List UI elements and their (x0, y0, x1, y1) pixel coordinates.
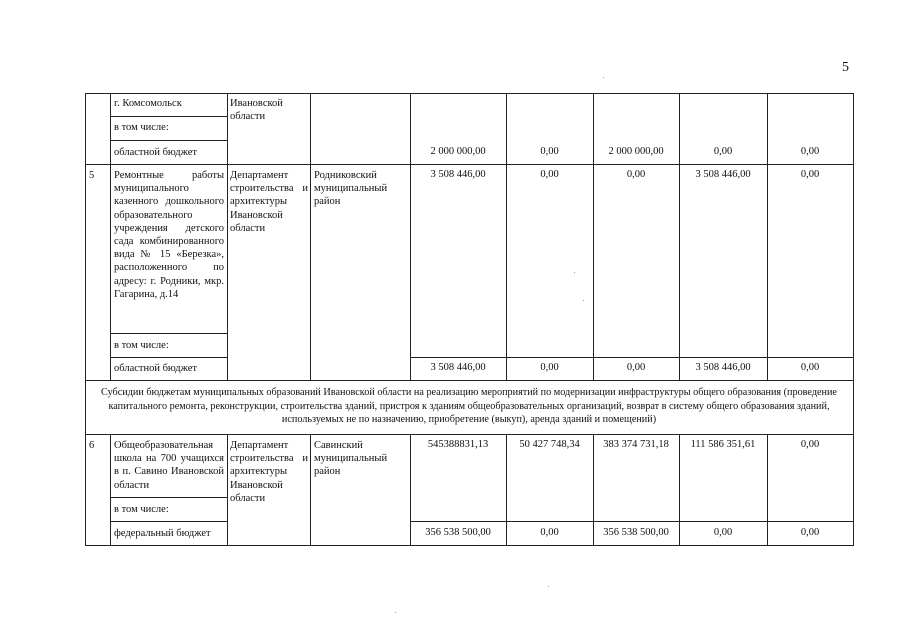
section-heading: Субсидии бюджетам муниципальных образований Ивановской области на реализацию мероприятий по модернизации инфраструктуры общего образования (проведение капитального ремонта, реконструкции, строительства зданий, пристроя к зданиям общеобразовательных организаций, возврат в систему общего образования зданий, используемых не по назначению, приобретение (выкуп), аренда зданий и помещений) (101, 387, 837, 425)
row6-total-2: 50 427 748,34 (519, 439, 580, 450)
row5-total-4: 3 508 446,00 (695, 169, 751, 180)
komsomolsk-name: г. Комсомольск (114, 98, 182, 109)
scan-speck (583, 300, 584, 301)
komsomolsk-value-2: 0,00 (540, 146, 559, 157)
row6-budget-value-2: 0,00 (540, 527, 559, 538)
row6-total-4: 111 586 351,61 (690, 439, 756, 450)
komsomolsk-value-3: 2 000 000,00 (608, 146, 664, 157)
row5-total-5: 0,00 (800, 169, 820, 180)
row5-executor: Департамент строительства и архитектуры Ивановской области (230, 170, 308, 234)
scan-speck (574, 272, 575, 273)
komsomolsk-budget-label: областной бюджет (114, 147, 197, 158)
row5-in-that-number: в том числе: (114, 340, 169, 351)
komsomolsk-executor: Ивановской области (230, 98, 283, 123)
row6-total-5: 0,00 (800, 439, 820, 450)
komsomolsk-value-4: 0,00 (713, 146, 733, 157)
row5-budget-value-2: 0,00 (540, 362, 559, 373)
scan-speck (548, 586, 549, 587)
row6-total-1: 545388831,13 (427, 439, 489, 450)
row6-total-3: 383 374 731,18 (603, 439, 669, 450)
row6-budget-label: федеральный бюджет (114, 528, 211, 539)
scan-speck (395, 612, 396, 613)
page-number: 5 (842, 60, 849, 75)
komsomolsk-in-that-number: в том числе: (114, 122, 169, 133)
row6-district: Савинский муниципальный район (314, 440, 388, 478)
row5-budget-value-1: 3 508 446,00 (430, 362, 486, 373)
row6-budget-value-5: 0,00 (800, 527, 820, 538)
row6-budget-value-3: 356 538 500,00 (603, 527, 669, 538)
row5-budget-label: областной бюджет (114, 363, 197, 374)
row5-budget-value-3: 0,00 (626, 362, 646, 373)
row5-total-3: 0,00 (626, 169, 646, 180)
scan-speck (603, 77, 604, 78)
komsomolsk-value-1: 2 000 000,00 (430, 146, 486, 157)
row6-in-that-number: в том числе: (114, 504, 169, 515)
komsomolsk-value-5: 0,00 (800, 146, 820, 157)
row5-name: Ремонтные работы муниципального казенного дошкольного образовательного учреждения детского сада комбинированного вида № 15 «Березка», расположенного по адресу: г. Родники, мкр. Гагарина, д.14 (114, 170, 224, 300)
row5-total-2: 0,00 (540, 169, 559, 180)
row5-budget-value-5: 0,00 (800, 362, 820, 373)
row5-district: Родниковский муниципальный район (314, 170, 388, 208)
row5-index: 5 (89, 170, 95, 181)
row5-budget-value-4: 3 508 446,00 (695, 362, 751, 373)
row6-budget-value-1: 356 538 500,00 (425, 527, 491, 538)
row5-total-1: 3 508 446,00 (430, 169, 486, 180)
row6-budget-value-4: 0,00 (713, 527, 733, 538)
row6-index: 6 (89, 440, 95, 451)
row6-executor: Департамент строительства и архитектуры Ивановской области (230, 440, 308, 504)
row6-name: Общеобразовательная школа на 700 учащихся в п. Савино Ивановской области (114, 440, 224, 491)
